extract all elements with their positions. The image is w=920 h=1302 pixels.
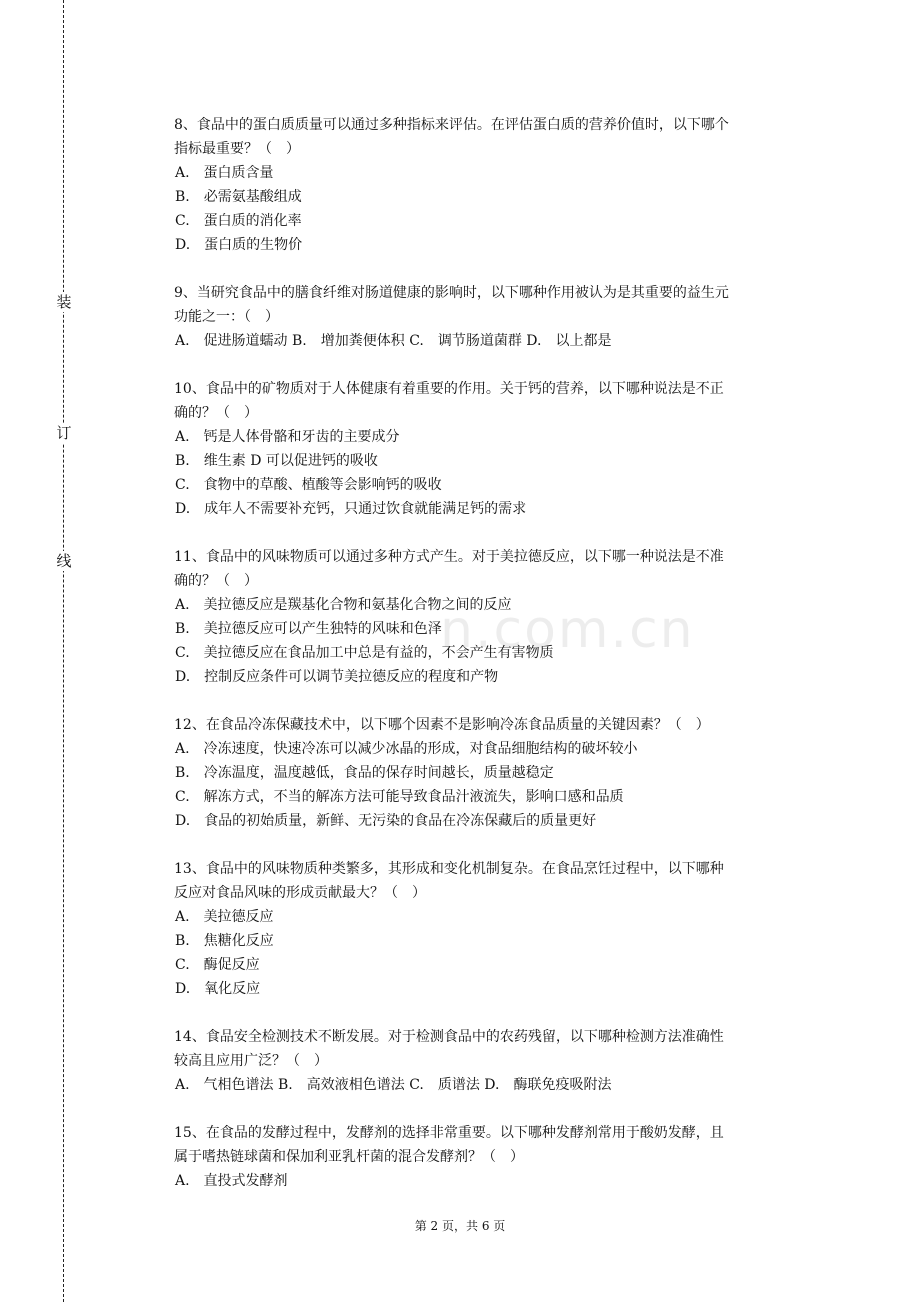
question-9 bbox=[174, 281, 814, 353]
question-8 bbox=[174, 113, 814, 257]
watermark: n.com.cn bbox=[440, 600, 695, 660]
question-11 bbox=[174, 545, 814, 689]
option-d: D. 食品的初始质量，新鲜、无污染的食品在冷冻保藏后的质量更好 bbox=[175, 813, 597, 829]
question-stem-line: 14、食品安全检测技术不断发展。对于检测食品中的农药残留，以下哪种检测方法准确性 bbox=[174, 1029, 724, 1045]
option-c: C. 酶促反应 bbox=[175, 957, 260, 973]
question-stem-line: 确的？（ ） bbox=[174, 573, 258, 589]
question-stem-line: 较高且应用广泛？（ ） bbox=[174, 1053, 328, 1069]
question-stem-line: 15、在食品的发酵过程中，发酵剂的选择非常重要。以下哪种发酵剂常用于酸奶发酵，且 bbox=[174, 1125, 724, 1141]
option-b: B. 冷冻温度，温度越低，食品的保存时间越长，质量越稳定 bbox=[175, 765, 554, 781]
question-stem-line: 功能之一：（ ） bbox=[174, 309, 279, 325]
question-14 bbox=[174, 1025, 814, 1097]
option-d: D. 成年人不需要补充钙，只通过饮食就能满足钙的需求 bbox=[175, 501, 527, 517]
option-d: D. 氧化反应 bbox=[175, 981, 261, 997]
option-b: B. 美拉德反应可以产生独特的风味和色泽 bbox=[175, 621, 442, 637]
option-b: B. 必需氨基酸组成 bbox=[175, 189, 302, 205]
question-stem-line: 9、当研究食品中的膳食纤维对肠道健康的影响时，以下哪种作用被认为是其重要的益生元 bbox=[174, 285, 729, 301]
page-footer: 第 2 页，共 6 页 bbox=[414, 1219, 506, 1233]
question-stem-line: 属于嗜热链球菌和保加利亚乳杆菌的混合发酵剂？（ ） bbox=[174, 1149, 524, 1165]
question-13 bbox=[174, 857, 814, 1001]
question-stem-line: 指标最重要？（ ） bbox=[174, 141, 300, 157]
option-a: A. 蛋白质含量 bbox=[175, 165, 274, 181]
question-15 bbox=[174, 1121, 814, 1193]
option-d: D. 蛋白质的生物价 bbox=[175, 237, 303, 253]
option-c: C. 蛋白质的消化率 bbox=[175, 213, 302, 229]
question-stem-line: 10、食品中的矿物质对于人体健康有着重要的作用。关于钙的营养，以下哪种说法是不正 bbox=[174, 381, 724, 397]
option-d: D. 控制反应条件可以调节美拉德反应的程度和产物 bbox=[175, 669, 499, 685]
option-line: A. 促进肠道蠕动 B. 增加粪便体积 C. 调节肠道菌群 D. 以上都是 bbox=[175, 333, 612, 349]
question-stem-line: 12、在食品冷冻保藏技术中，以下哪个因素不是影响冷冻食品质量的关键因素？（ ） bbox=[174, 717, 710, 733]
question-list bbox=[174, 113, 814, 1217]
question-stem-line: 8、食品中的蛋白质质量可以通过多种指标来评估。在评估蛋白质的营养价值时，以下哪个 bbox=[174, 117, 729, 133]
option-a: A. 钙是人体骨骼和牙齿的主要成分 bbox=[175, 429, 400, 445]
question-stem-line: 13、食品中的风味物质种类繁多，其形成和变化机制复杂。在食品烹饪过程中，以下哪种 bbox=[174, 861, 724, 877]
option-b: B. 维生素 D 可以促进钙的吸收 bbox=[175, 453, 378, 469]
question-12 bbox=[174, 713, 814, 833]
binding-dashed-line bbox=[63, 0, 64, 1302]
binding-char-xian: 线 bbox=[54, 551, 74, 571]
option-a: A. 美拉德反应是羰基化合物和氨基化合物之间的反应 bbox=[175, 597, 512, 613]
option-c: C. 美拉德反应在食品加工中总是有益的，不会产生有害物质 bbox=[175, 645, 554, 661]
option-b: B. 焦糖化反应 bbox=[175, 933, 274, 949]
question-10 bbox=[174, 377, 814, 521]
binding-char-zhuang: 装 bbox=[54, 292, 74, 312]
question-stem-line: 反应对食品风味的形成贡献最大？（ ） bbox=[174, 885, 426, 901]
option-c: C. 食物中的草酸、植酸等会影响钙的吸收 bbox=[175, 477, 442, 493]
option-a: A. 美拉德反应 bbox=[175, 909, 274, 925]
option-c: C. 解冻方式，不当的解冻方法可能导致食品汁液流失，影响口感和品质 bbox=[175, 789, 624, 805]
binding-char-ding: 订 bbox=[54, 423, 74, 443]
option-a: A. 冷冻速度，快速冷冻可以减少冰晶的形成，对食品细胞结构的破坏较小 bbox=[175, 741, 638, 757]
option-line: A. 气相色谱法 B. 高效液相色谱法 C. 质谱法 D. 酶联免疫吸附法 bbox=[175, 1077, 612, 1093]
question-stem-line: 确的？（ ） bbox=[174, 405, 258, 421]
option-a: A. 直投式发酵剂 bbox=[175, 1173, 288, 1189]
question-stem-line: 11、食品中的风味物质可以通过多种方式产生。对于美拉德反应，以下哪一种说法是不准 bbox=[174, 549, 724, 565]
